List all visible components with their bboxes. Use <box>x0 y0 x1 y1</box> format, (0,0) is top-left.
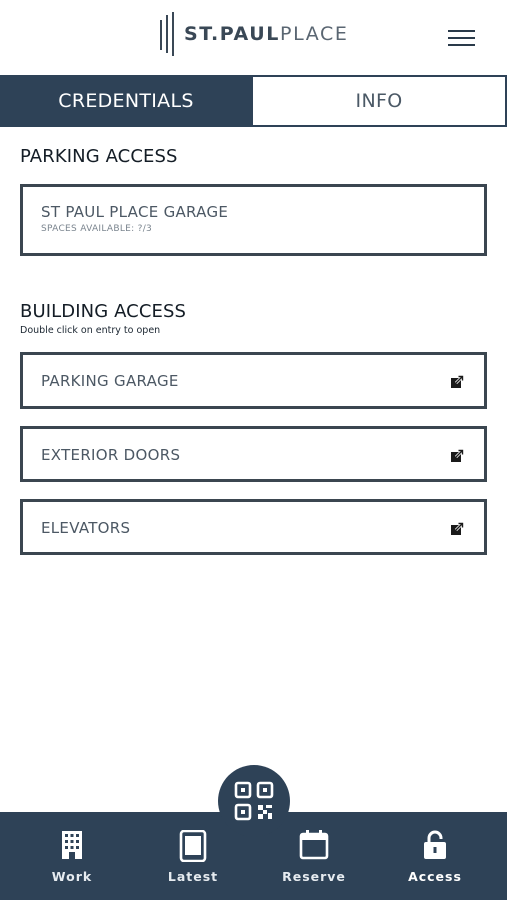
access-entry-label: PARKING GARAGE <box>41 372 179 390</box>
tab-info[interactable]: INFO <box>252 75 507 127</box>
parking-garage-card[interactable] <box>20 184 487 256</box>
access-entry-label: ELEVATORS <box>41 519 131 537</box>
nav-label-work: Work <box>51 869 93 884</box>
building-icon <box>59 830 85 860</box>
access-entry-elevators[interactable] <box>20 499 487 555</box>
access-entry-parking-garage[interactable] <box>20 352 487 409</box>
st-paul-place-logo <box>160 12 348 56</box>
garage-name: ST PAUL PLACE GARAGE <box>41 203 229 221</box>
tablet-icon <box>179 830 207 862</box>
qr-code-button[interactable] <box>218 765 290 837</box>
building-access-hint: Double click on entry to open <box>20 325 161 336</box>
nav-item-access[interactable] <box>385 812 485 900</box>
nav-item-work[interactable] <box>22 812 122 900</box>
open-external-icon <box>450 449 464 463</box>
logo-bars-icon <box>160 12 174 56</box>
logo-text-bold: ST.PAUL <box>184 23 281 45</box>
building-access-title: BUILDING ACCESS <box>20 301 187 322</box>
spaces-available: SPACES AVAILABLE: ?/3 <box>41 224 153 234</box>
tab-credentials[interactable]: CREDENTIALS <box>0 75 252 127</box>
open-external-icon <box>450 522 464 536</box>
nav-label-access: Access <box>408 869 462 884</box>
qr-code-icon <box>234 781 274 821</box>
logo-text-light: PLACE <box>280 23 349 45</box>
access-entry-label: EXTERIOR DOORS <box>41 446 181 464</box>
parking-access-title: PARKING ACCESS <box>20 146 178 167</box>
unlock-icon <box>422 830 448 860</box>
hamburger-menu-icon[interactable] <box>448 28 476 48</box>
app-header <box>0 0 507 75</box>
calendar-icon <box>299 830 329 860</box>
open-external-icon <box>450 375 464 389</box>
access-entry-exterior-doors[interactable] <box>20 426 487 482</box>
nav-label-reserve: Reserve <box>282 869 346 884</box>
nav-label-latest: Latest <box>167 869 219 884</box>
tab-bar <box>0 75 507 127</box>
logo-text <box>184 23 348 45</box>
